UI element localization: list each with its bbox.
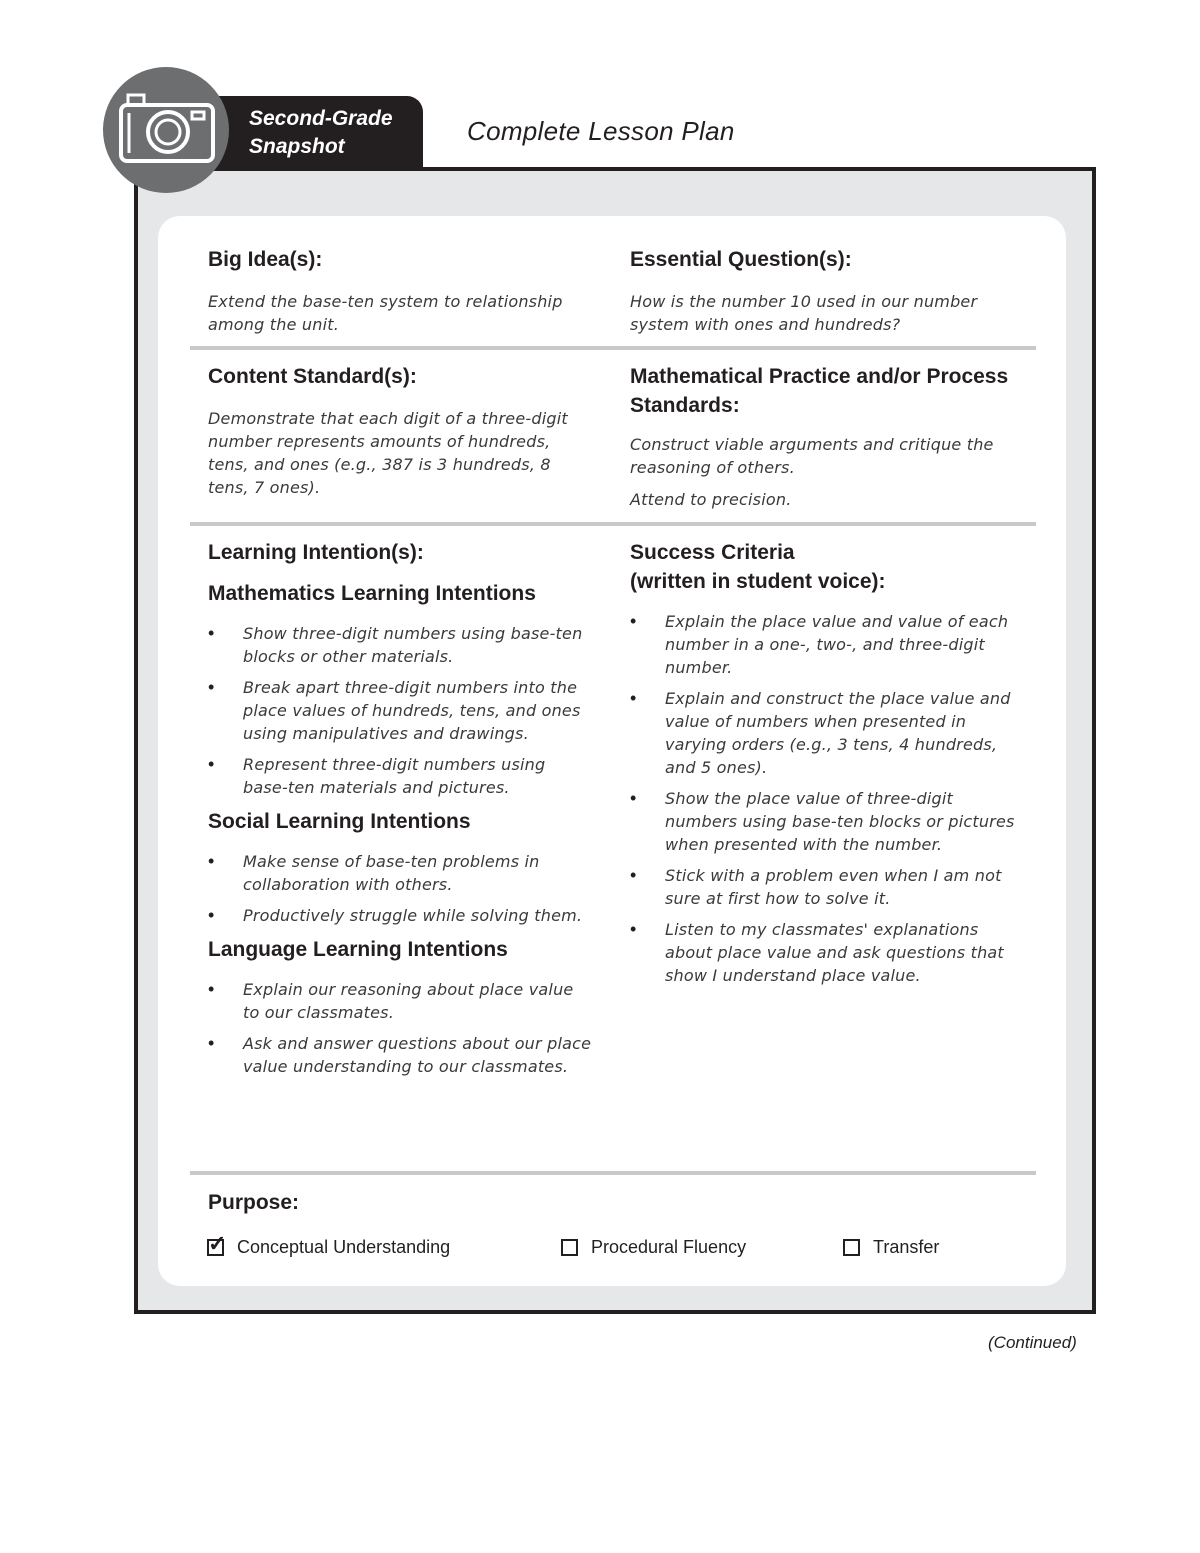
- check-icon: ✓: [208, 1231, 227, 1256]
- social-intentions-heading: Social Learning Intentions: [208, 810, 471, 833]
- purpose-section: [208, 1188, 299, 1217]
- section-divider: [190, 522, 1036, 526]
- list-item: • Explain the place value and value of each number in a one-, two-, and three-digit number.: [630, 610, 1025, 679]
- essential-question-heading: Essential Question(s):: [630, 248, 852, 271]
- big-idea-text: Extend the base-ten system to relationship among the unit.: [208, 292, 563, 334]
- purpose-heading: Purpose:: [208, 1191, 300, 1214]
- math-practice-item: Construct viable arguments and critique the reasoning of others.: [630, 435, 994, 477]
- math-intentions-heading: Mathematics Learning Intentions: [208, 582, 536, 605]
- purpose-option-label: Transfer: [873, 1237, 940, 1257]
- list-item: • Stick with a problem even when I am not sure at first how to solve it.: [630, 864, 1025, 910]
- list-item: • Show the place value of three-digit numbers using base-ten blocks or pictures when presented with the number.: [630, 787, 1025, 856]
- list-item: • Make sense of base-ten problems in collaboration with others.: [208, 850, 593, 896]
- success-criteria-subheading: (written in student voice):: [630, 570, 886, 593]
- list-item: • Explain our reasoning about place value to our classmates.: [208, 978, 593, 1024]
- continued-note: (Continued): [988, 1333, 1077, 1352]
- content-standard-heading: Content Standard(s):: [208, 365, 417, 388]
- section-divider: [190, 346, 1036, 350]
- camera-icon: [118, 91, 216, 165]
- content-standard-section: [208, 362, 583, 499]
- big-idea-heading: Big Idea(s):: [208, 248, 323, 271]
- purpose-option-label: Conceptual Understanding: [237, 1237, 451, 1257]
- big-idea-section: [208, 245, 603, 336]
- list-item: • Represent three-digit numbers using base-ten materials and pictures.: [208, 753, 593, 799]
- math-practice-section: [630, 362, 1020, 511]
- purpose-options: [207, 1231, 1037, 1263]
- checkbox-unchecked[interactable]: [843, 1239, 860, 1256]
- badge-line-2: Snapshot: [249, 135, 345, 158]
- checkbox-unchecked[interactable]: [561, 1239, 578, 1256]
- success-criteria-section: [630, 538, 1025, 995]
- learning-intentions-section: [208, 538, 593, 1086]
- social-intentions-list: [208, 850, 593, 927]
- essential-question-section: [630, 245, 1020, 336]
- math-practice-heading: Mathematical Practice and/or Process Standards:: [630, 365, 1009, 417]
- list-item: • Ask and answer questions about our place value understanding to our classmates.: [208, 1032, 593, 1078]
- camera-badge: [103, 67, 229, 193]
- math-practice-item: Attend to precision.: [630, 490, 792, 509]
- page-title: Complete Lesson Plan: [467, 116, 735, 146]
- essential-question-text: How is the number 10 used in our number system with ones and hundreds?: [630, 292, 978, 334]
- success-criteria-list: [630, 610, 1025, 987]
- math-intentions-list: [208, 622, 593, 799]
- section-divider: [190, 1171, 1036, 1175]
- list-item: • Show three-digit numbers using base-ten blocks or other materials.: [208, 622, 593, 668]
- list-item: • Explain and construct the place value and value of numbers when presented in varying orders (e.g., 3 tens, 4 hundreds, and 5 ones).: [630, 687, 1025, 779]
- content-standard-text: Demonstrate that each digit of a three-digit number represents amounts of hundreds, tens, and ones (e.g., 387 is 3 hundreds, 8 tens, 7 ones).: [208, 409, 568, 497]
- purpose-option-conceptual[interactable]: [207, 1231, 451, 1258]
- badge-line-1: Second-Grade: [249, 107, 393, 130]
- list-item: • Break apart three-digit numbers into the place values of hundreds, tens, and ones using manipulatives and drawings.: [208, 676, 593, 745]
- purpose-option-transfer[interactable]: [843, 1237, 939, 1258]
- learning-intentions-heading: Learning Intention(s):: [208, 541, 424, 564]
- language-intentions-list: [208, 978, 593, 1078]
- checkbox-checked[interactable]: [207, 1231, 227, 1256]
- list-item: • Listen to my classmates' explanations about place value and ask questions that show I understand place value.: [630, 918, 1025, 987]
- purpose-option-label: Procedural Fluency: [591, 1237, 747, 1257]
- language-intentions-heading: Language Learning Intentions: [208, 938, 508, 961]
- success-criteria-heading: Success Criteria: [630, 541, 795, 564]
- purpose-option-procedural[interactable]: [561, 1237, 746, 1258]
- list-item: • Productively struggle while solving them.: [208, 904, 593, 927]
